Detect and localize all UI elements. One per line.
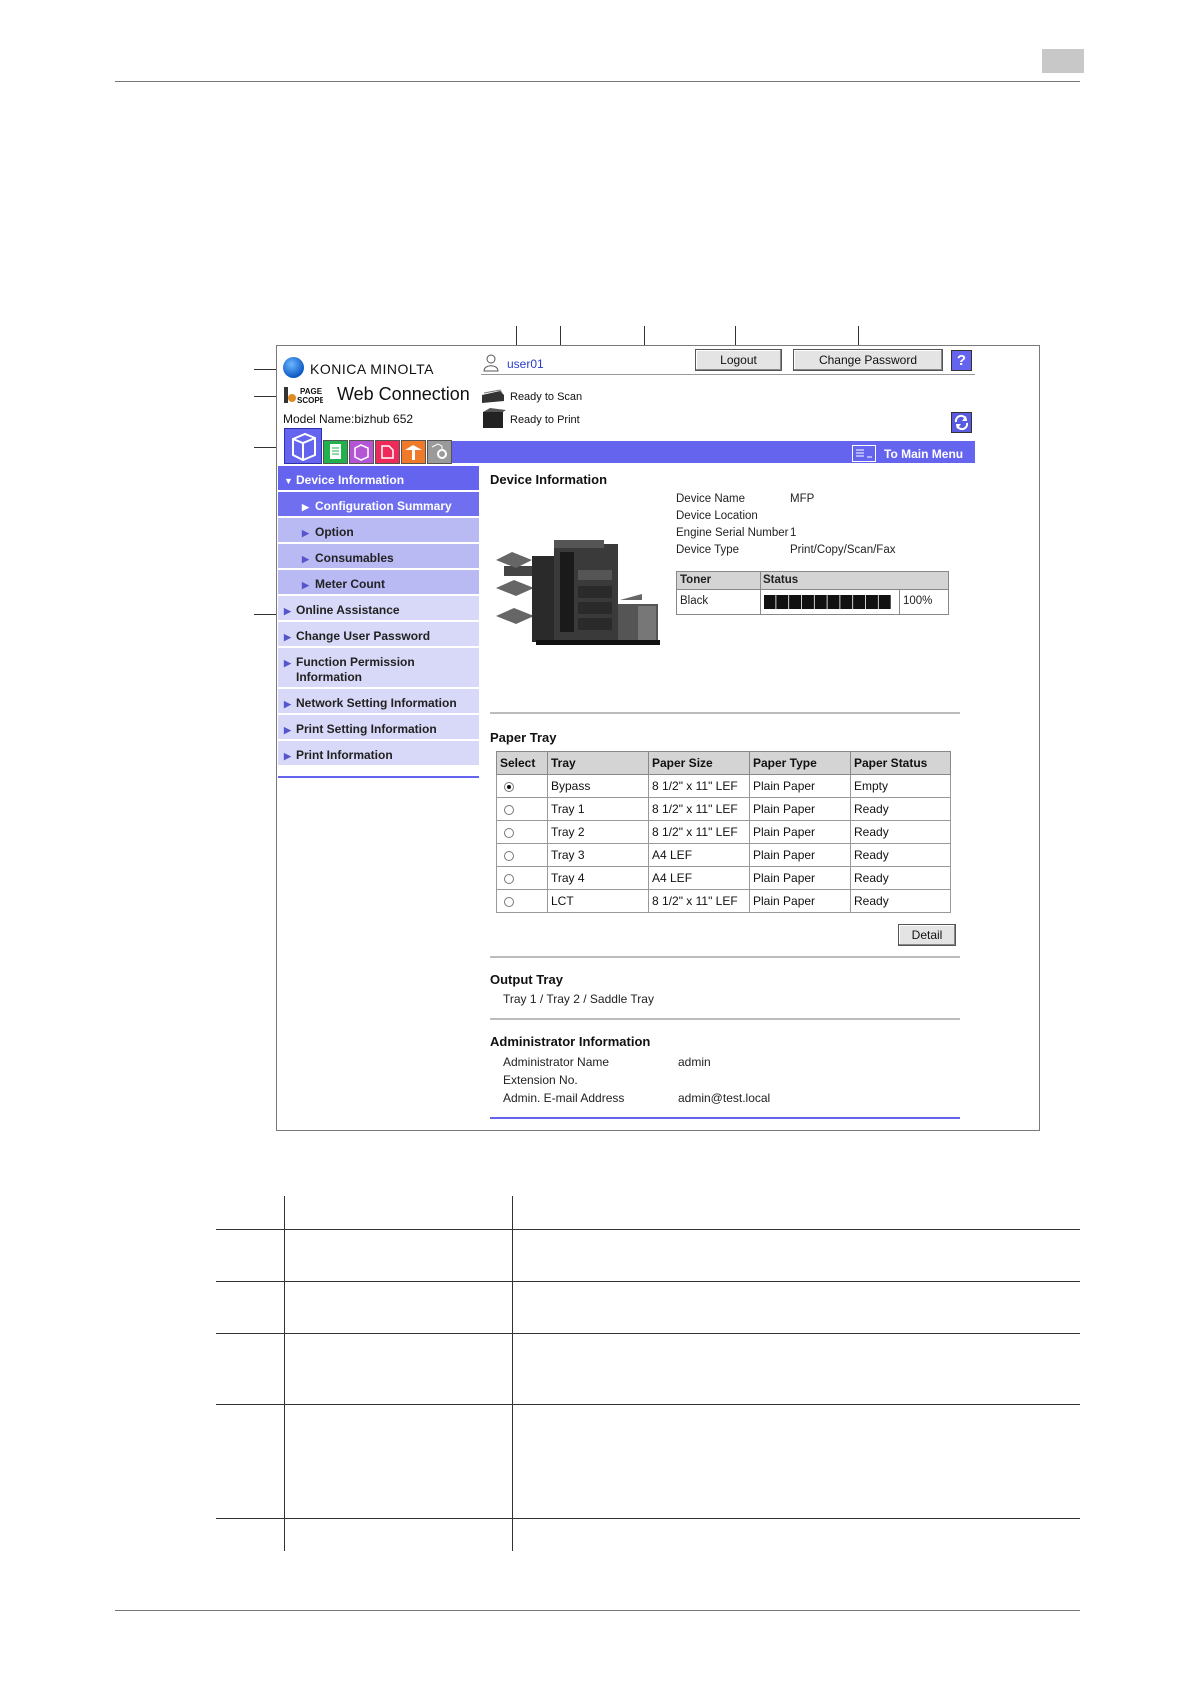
header-divider bbox=[481, 374, 975, 375]
section-divider bbox=[490, 956, 960, 958]
toner-segment bbox=[764, 595, 775, 609]
paper-type-cell: Plain Paper bbox=[750, 821, 851, 844]
table-header-row bbox=[497, 752, 951, 775]
content-bottom-rule bbox=[490, 1117, 960, 1119]
user-icon bbox=[483, 354, 499, 372]
paper-type-cell: Plain Paper bbox=[750, 844, 851, 867]
tab-job[interactable] bbox=[323, 440, 348, 464]
sidebar-item-label: Option bbox=[315, 525, 354, 539]
sidebar-item-label: Device Information bbox=[296, 473, 405, 487]
sidebar-item-label: Online Assistance bbox=[296, 603, 400, 617]
tray-radio-button[interactable] bbox=[504, 897, 514, 907]
table-row bbox=[497, 867, 951, 890]
model-name: Model Name:bizhub 652 bbox=[283, 412, 414, 426]
device-type-value: Print/Copy/Scan/Fax bbox=[790, 544, 896, 556]
toner-segment bbox=[790, 595, 801, 609]
toner-segment bbox=[828, 595, 839, 609]
arrow-right-icon: ▶ bbox=[302, 528, 309, 538]
toner-header-row bbox=[677, 572, 948, 590]
arrow-right-icon: ▶ bbox=[302, 580, 309, 590]
paper-tray-table bbox=[496, 751, 951, 913]
paper-size-cell: 8 1/2" x 11" LEF bbox=[649, 821, 750, 844]
sidebar-item-label: Print Information bbox=[296, 748, 393, 762]
arrow-right-icon: ▶ bbox=[302, 554, 309, 564]
arrow-right-icon: ▶ bbox=[284, 606, 291, 616]
paper-status-cell: Ready bbox=[851, 821, 951, 844]
column-header-paper-status: Paper Status bbox=[851, 752, 951, 775]
column-header-paper-type: Paper Type bbox=[750, 752, 851, 775]
sidebar-bottom-rule bbox=[278, 776, 479, 778]
column-header-select: Select bbox=[497, 752, 548, 775]
paper-type-cell: Plain Paper bbox=[750, 867, 851, 890]
arrow-right-icon: ▶ bbox=[284, 699, 291, 709]
tray-radio-button[interactable] bbox=[504, 805, 514, 815]
scan-status: Ready to Scan bbox=[510, 391, 583, 403]
tray-cell: LCT bbox=[548, 890, 649, 913]
tray-cell: Tray 1 bbox=[548, 798, 649, 821]
paper-size-cell: A4 LEF bbox=[649, 844, 750, 867]
paper-status-cell: Ready bbox=[851, 867, 951, 890]
tray-radio-button[interactable] bbox=[504, 828, 514, 838]
sidebar-item-print-information[interactable] bbox=[278, 741, 479, 767]
tray-cell: Tray 3 bbox=[548, 844, 649, 867]
table-row bbox=[497, 821, 951, 844]
sidebar-item-configuration-summary[interactable] bbox=[278, 492, 479, 518]
device-name-label: Device Name bbox=[676, 493, 746, 505]
admin-name-label: Administrator Name bbox=[503, 1055, 610, 1069]
toner-segment bbox=[879, 595, 890, 609]
table-divider bbox=[512, 1196, 513, 1551]
toner-level-text: 100% bbox=[903, 595, 933, 607]
status-column-header: Status bbox=[763, 574, 799, 586]
sidebar-item-label: Print Setting Information bbox=[296, 722, 437, 736]
paper-type-cell: Plain Paper bbox=[750, 890, 851, 913]
table-row bbox=[497, 844, 951, 867]
tray-radio-button[interactable] bbox=[504, 782, 514, 792]
device-image bbox=[492, 530, 672, 648]
select-cell bbox=[497, 775, 548, 798]
select-cell bbox=[497, 867, 548, 890]
administrator-information-title: Administrator Information bbox=[490, 1034, 651, 1049]
tray-cell: Bypass bbox=[548, 775, 649, 798]
paper-size-cell: 8 1/2" x 11" LEF bbox=[649, 798, 750, 821]
tab-network-settings[interactable] bbox=[427, 440, 452, 464]
column-header-tray: Tray bbox=[548, 752, 649, 775]
toner-table bbox=[676, 571, 949, 615]
table-divider bbox=[284, 1196, 285, 1551]
device-name-value: MFP bbox=[790, 493, 815, 505]
sidebar-item-meter-count[interactable] bbox=[278, 570, 479, 596]
table-row-line bbox=[216, 1404, 1080, 1405]
toner-level-bar bbox=[764, 594, 892, 608]
engine-serial-value: 1 bbox=[790, 527, 797, 539]
table-row-line bbox=[216, 1333, 1080, 1334]
user-name-link[interactable]: user01 bbox=[507, 357, 544, 371]
footer-rule bbox=[115, 1610, 1080, 1611]
device-information-title: Device Information bbox=[490, 472, 608, 487]
sidebar-item-device-information[interactable] bbox=[278, 466, 479, 492]
engine-serial-label: Engine Serial Number bbox=[676, 527, 789, 539]
tray-radio-button[interactable] bbox=[504, 874, 514, 884]
select-cell bbox=[497, 844, 548, 867]
print-status: Ready to Print bbox=[510, 414, 580, 426]
tab-store-address[interactable] bbox=[401, 440, 426, 464]
logout-button[interactable]: Logout bbox=[695, 349, 782, 371]
admin-name-value: admin bbox=[678, 1055, 711, 1069]
section-divider bbox=[490, 1018, 960, 1020]
pagescope-top-text: PAGE bbox=[300, 387, 323, 396]
select-cell bbox=[497, 821, 548, 844]
output-tray-value: Tray 1 / Tray 2 / Saddle Tray bbox=[503, 992, 654, 1006]
table-row-line bbox=[216, 1518, 1080, 1519]
paper-type-cell: Plain Paper bbox=[750, 775, 851, 798]
table-row-line bbox=[216, 1229, 1080, 1230]
paper-status-cell: Ready bbox=[851, 844, 951, 867]
toner-segment bbox=[815, 595, 826, 609]
help-icon[interactable]: ? bbox=[951, 350, 972, 371]
arrow-right-icon: ▶ bbox=[284, 725, 291, 735]
sidebar-item-network-setting[interactable] bbox=[278, 689, 479, 715]
to-main-menu-link[interactable]: To Main Menu bbox=[884, 447, 964, 461]
sidebar-item-label: Consumables bbox=[315, 551, 394, 565]
table-row-line bbox=[216, 1281, 1080, 1282]
scanner-icon bbox=[480, 389, 506, 405]
select-cell bbox=[497, 798, 548, 821]
toner-segment bbox=[777, 595, 788, 609]
page-number-box bbox=[1042, 49, 1084, 73]
toner-column-header: Toner bbox=[680, 574, 712, 586]
sidebar-item-option[interactable] bbox=[278, 518, 479, 544]
company-name: KONICA MINOLTA bbox=[310, 361, 434, 377]
paper-type-cell: Plain Paper bbox=[750, 798, 851, 821]
arrow-right-icon: ▶ bbox=[284, 751, 291, 761]
device-location-label: Device Location bbox=[676, 510, 758, 522]
toner-segment bbox=[841, 595, 852, 609]
toner-segment bbox=[854, 595, 865, 609]
toner-segment bbox=[866, 595, 877, 609]
sidebar-item-label: Function Permission Information bbox=[296, 655, 415, 684]
sidebar-item-function-permission[interactable] bbox=[278, 648, 479, 689]
detail-button[interactable]: Detail bbox=[898, 924, 956, 946]
sidebar-item-label: Meter Count bbox=[315, 577, 385, 591]
pagescope-bottom-text: SCOPE bbox=[297, 396, 323, 405]
admin-email-label: Admin. E-mail Address bbox=[503, 1091, 625, 1105]
toner-segment bbox=[802, 595, 813, 609]
tray-cell: Tray 2 bbox=[548, 821, 649, 844]
table-row bbox=[497, 890, 951, 913]
sidebar-item-consumables[interactable] bbox=[278, 544, 479, 570]
paper-status-cell: Empty bbox=[851, 775, 951, 798]
output-tray-title: Output Tray bbox=[490, 972, 563, 987]
arrow-right-icon: ▶ bbox=[284, 658, 291, 668]
column-header-paper-size: Paper Size bbox=[649, 752, 750, 775]
pagescope-logo-icon bbox=[283, 384, 323, 406]
collapse-arrow-icon: ▼ bbox=[284, 476, 293, 486]
paper-tray-title: Paper Tray bbox=[490, 730, 557, 745]
paper-size-cell: 8 1/2" x 11" LEF bbox=[649, 890, 750, 913]
paper-size-cell: 8 1/2" x 11" LEF bbox=[649, 775, 750, 798]
tab-information[interactable] bbox=[284, 428, 322, 464]
table-row bbox=[497, 775, 951, 798]
extension-label: Extension No. bbox=[503, 1073, 578, 1087]
header-rule bbox=[115, 81, 1080, 82]
main-menu-icon bbox=[852, 445, 876, 462]
sidebar-item-change-user-password[interactable] bbox=[278, 622, 479, 648]
toner-pct-divider bbox=[899, 589, 900, 614]
refresh-icon[interactable] bbox=[951, 412, 972, 433]
sidebar-item-label: Change User Password bbox=[296, 629, 431, 643]
table-row bbox=[497, 798, 951, 821]
toner-col-divider bbox=[760, 572, 761, 614]
device-type-label: Device Type bbox=[676, 544, 740, 556]
tab-box[interactable] bbox=[349, 440, 374, 464]
tab-direct-print[interactable] bbox=[375, 440, 400, 464]
admin-email-value: admin@test.local bbox=[678, 1091, 771, 1105]
sidebar-item-online-assistance[interactable] bbox=[278, 596, 479, 622]
sidebar-item-label: Network Setting Information bbox=[296, 696, 457, 710]
section-divider bbox=[490, 712, 960, 714]
toner-color: Black bbox=[680, 595, 709, 607]
paper-status-cell: Ready bbox=[851, 890, 951, 913]
paper-status-cell: Ready bbox=[851, 798, 951, 821]
sidebar-item-print-setting[interactable] bbox=[278, 715, 479, 741]
change-password-button[interactable]: Change Password bbox=[793, 349, 943, 371]
arrow-right-icon: ▶ bbox=[284, 632, 291, 642]
tray-cell: Tray 4 bbox=[548, 867, 649, 890]
konica-minolta-logo-icon bbox=[283, 357, 304, 378]
arrow-right-icon: ▶ bbox=[302, 502, 309, 512]
sidebar-item-label: Configuration Summary bbox=[315, 499, 452, 513]
select-cell bbox=[497, 890, 548, 913]
tray-radio-button[interactable] bbox=[504, 851, 514, 861]
paper-size-cell: A4 LEF bbox=[649, 867, 750, 890]
product-name: Web Connection bbox=[337, 384, 470, 404]
printer-icon bbox=[480, 408, 506, 430]
